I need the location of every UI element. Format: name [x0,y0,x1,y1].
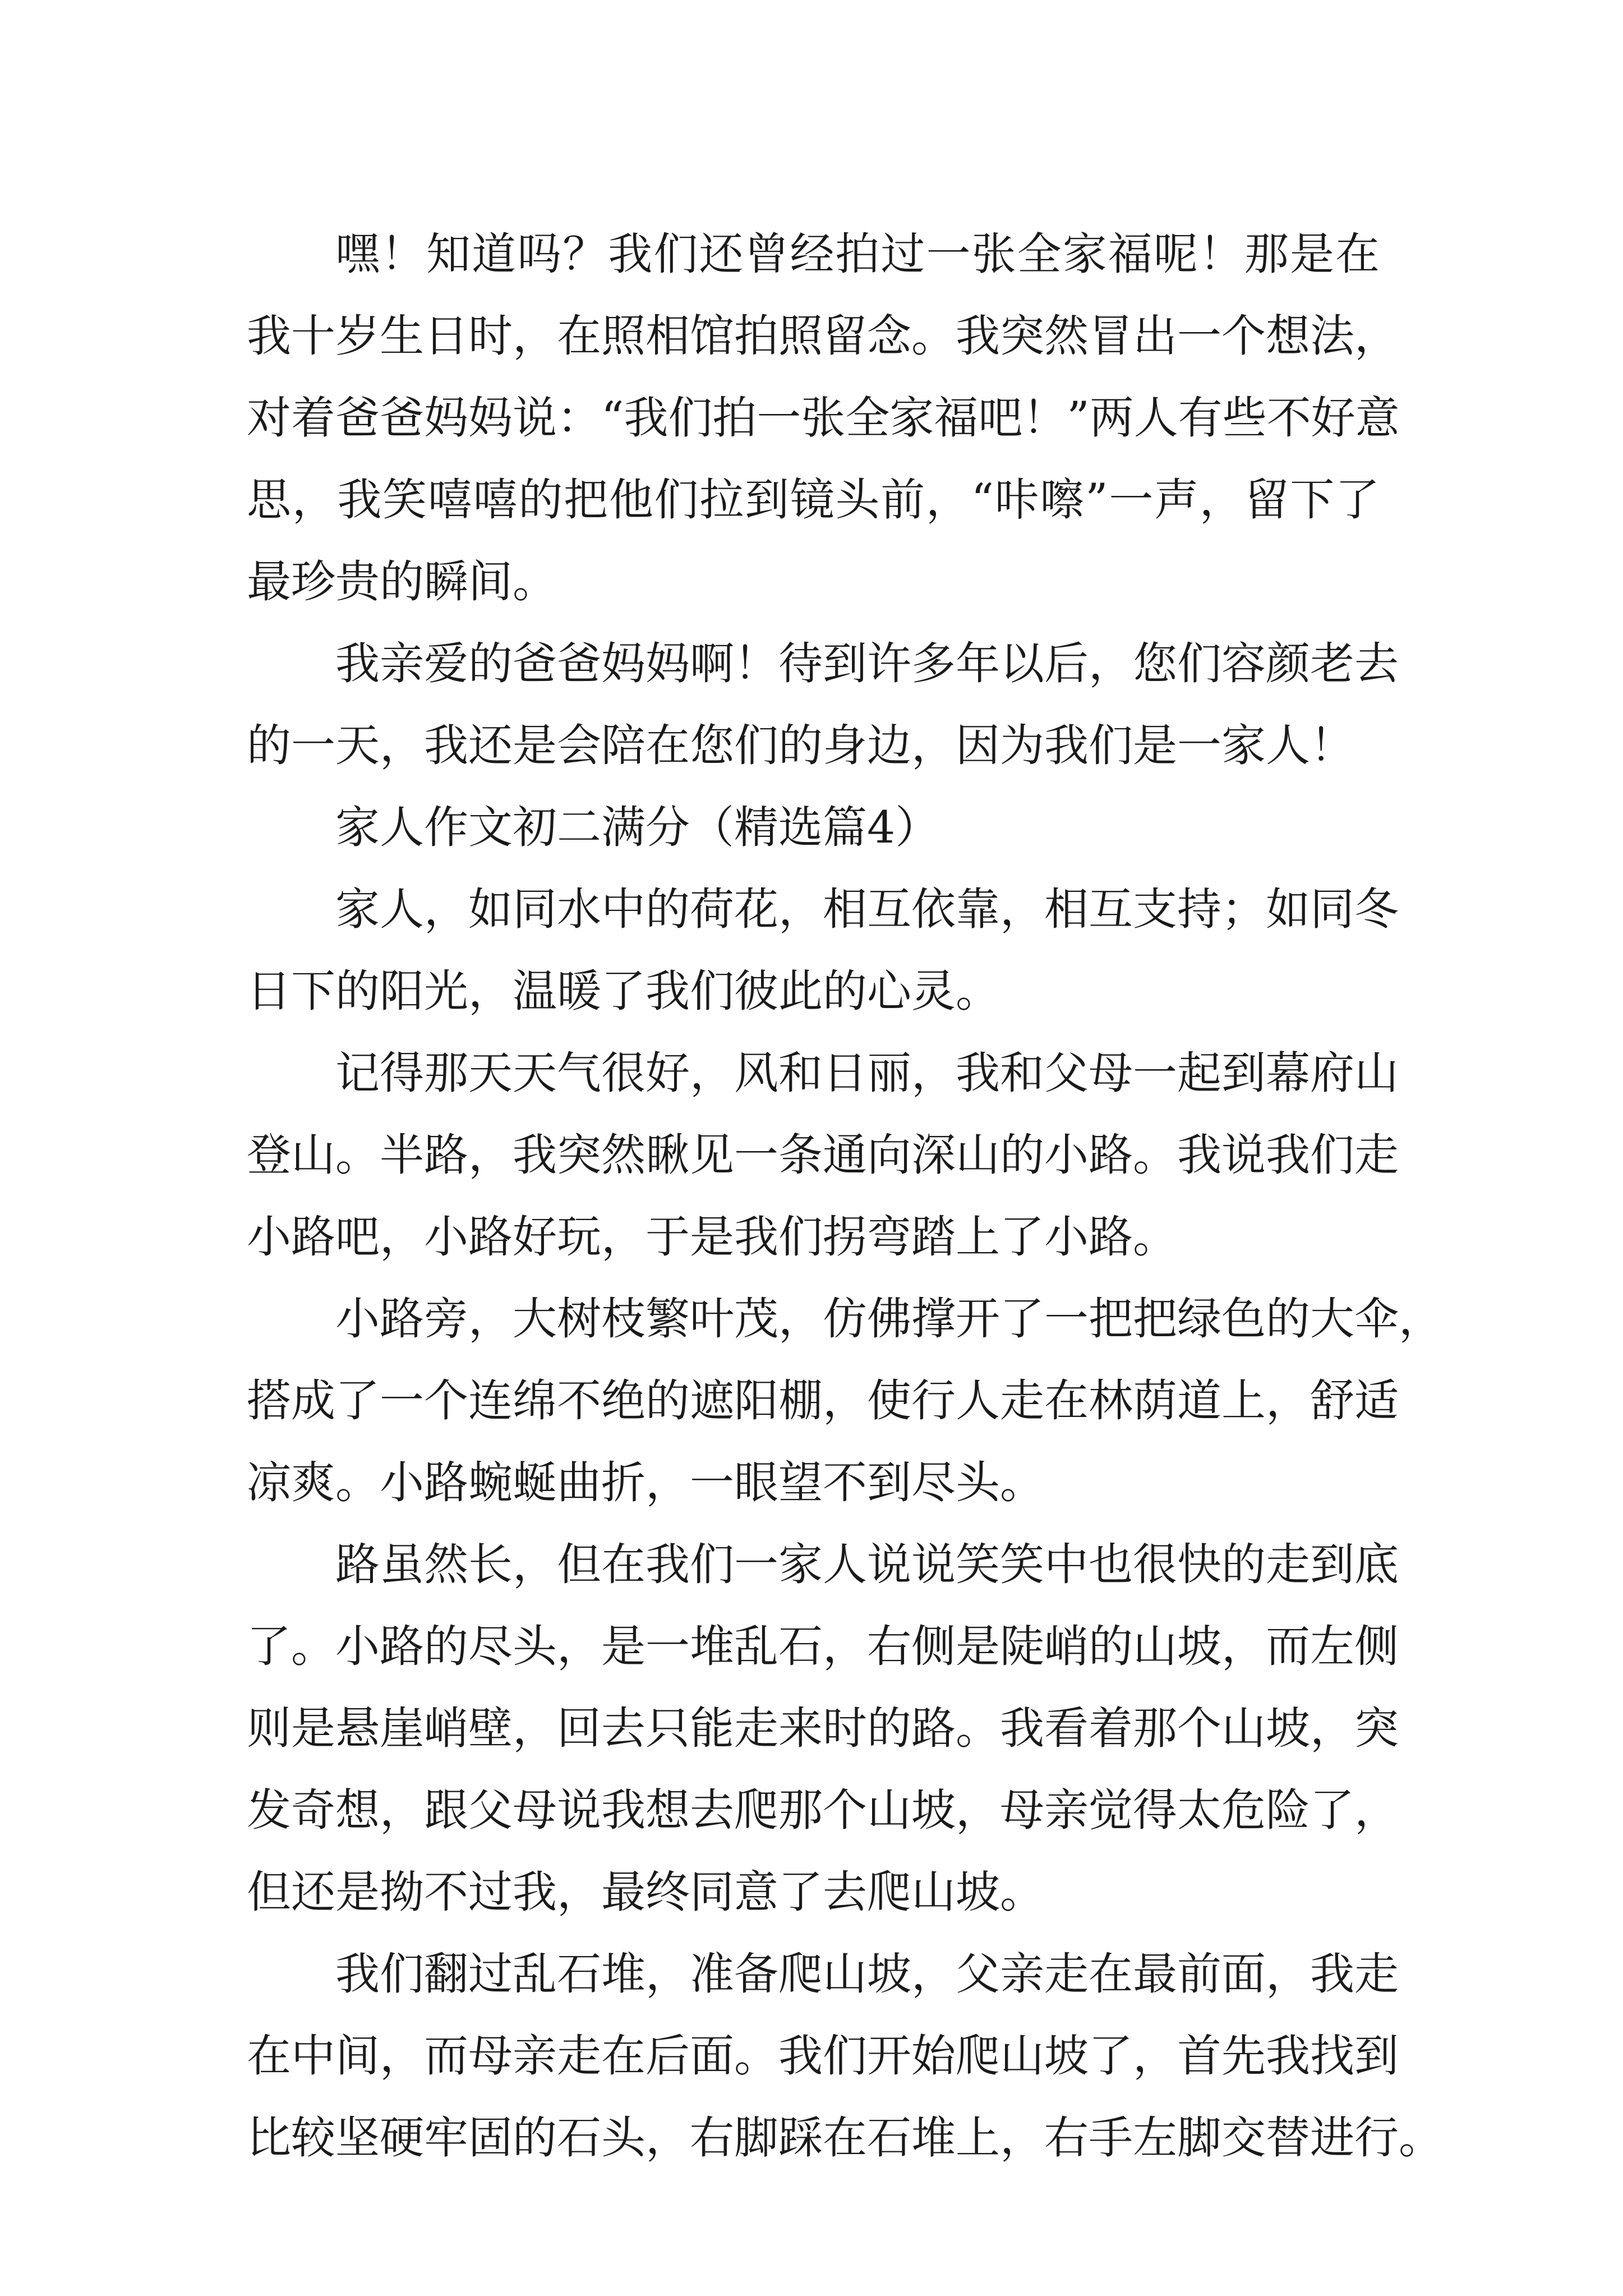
paragraph-line: 比较坚硬牢固的石头，右脚踩在石堆上，右手左脚交替进行。 [247,2112,1443,2164]
paragraph-line: 小路吧，小路好玩，于是我们拐弯踏上了小路。 [247,1211,1177,1263]
paragraph-line: 家人，如同水中的荷花，相互依靠，相互支持；如同冬 [335,884,1399,935]
paragraph-line: 记得那天天气很好，风和日丽，我和父母一起到幕府山 [335,1047,1399,1099]
paragraph-line: 则是悬崖峭壁，回去只能走来时的路。我看着那个山坡，突 [247,1703,1399,1754]
paragraph-line: 发奇想，跟父母说我想去爬那个山坡，母亲觉得太危险了， [247,1784,1399,1836]
paragraph-line: 搭成了一个连绵不绝的遮阳棚，使行人走在林荫道上，舒适 [247,1375,1399,1427]
paragraph-line: 登山。半路，我突然瞅见一条通向深山的小路。我说我们走 [247,1129,1399,1181]
paragraph-line: 凉爽。小路蜿蜒曲折，一眼望不到尽头。 [247,1457,1044,1508]
paragraph-line: 小路旁，大树枝繁叶茂，仿佛撑开了一把把绿色的大伞， [335,1293,1443,1345]
paragraph-line: 日下的阳光，温暖了我们彼此的心灵。 [247,965,1000,1017]
paragraph-line: 在中间，而母亲走在后面。我们开始爬山坡了，首先我找到 [247,2030,1399,2082]
paragraph-line: 但还是拗不过我，最终同意了去爬山坡。 [247,1866,1044,1918]
paragraph-line: 思，我笑嘻嘻的把他们拉到镜头前，“咔嚓”一声，留下了 [247,474,1380,526]
section-heading: 家人作文初二满分（精选篇4） [335,802,940,853]
paragraph-line: 路虽然长，但在我们一家人说说笑笑中也很快的走到底 [335,1539,1399,1590]
paragraph-line: 最珍贵的瞬间。 [247,556,557,608]
paragraph-line: 嘿！知道吗？我们还曾经拍过一张全家福呢！那是在 [335,228,1380,280]
paragraph-line: 我亲爱的爸爸妈妈啊！待到许多年以后，您们容颜老去 [335,638,1399,689]
paragraph-line: 对着爸爸妈妈说：“我们拍一张全家福吧！”两人有些不好意 [247,392,1400,444]
paragraph-line: 我十岁生日时，在照相馆拍照留念。我突然冒出一个想法， [247,310,1399,362]
document-page [247,213,1443,2179]
paragraph-line: 我们翻过乱石堆，准备爬山坡，父亲走在最前面，我走 [335,1948,1399,2000]
paragraph-line: 了。小路的尽头，是一堆乱石，右侧是陡峭的山坡，而左侧 [247,1621,1399,1672]
paragraph-line: 的一天，我还是会陪在您们的身边，因为我们是一家人！ [247,720,1354,771]
